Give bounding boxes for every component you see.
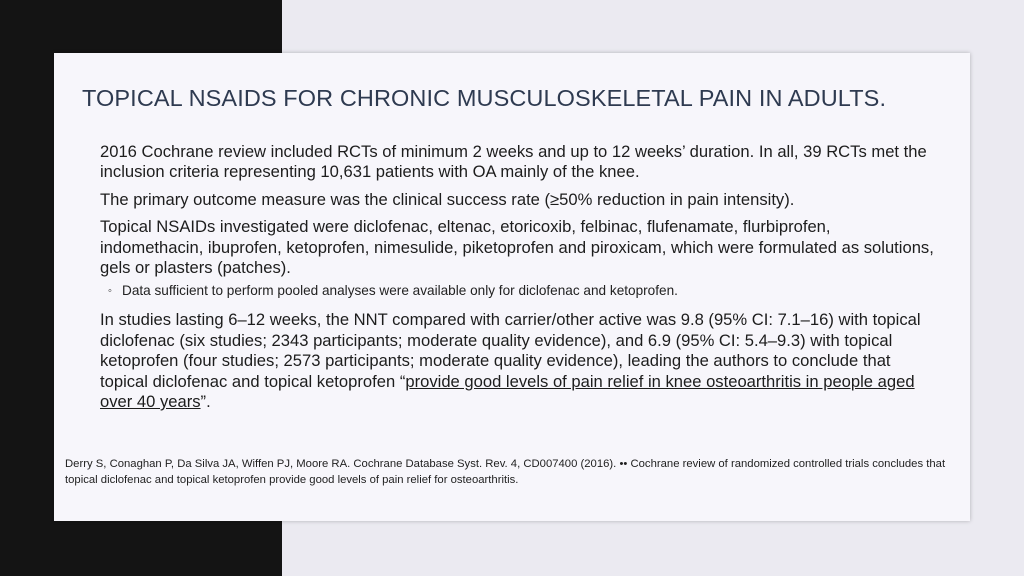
- close-quote: ”.: [200, 392, 211, 412]
- slide-title: TOPICAL NSAIDS FOR CHRONIC MUSCULOSKELETAL PAIN IN ADULTS.: [82, 85, 887, 111]
- slide-card: [54, 53, 970, 521]
- nnt-results-text: In studies lasting 6–12 weeks, the NNT compared with carrier/other active was 9.8 (95% CI: 7.1–16) with topical diclofenac (six studies; 2343 participants; moderate quality evidence), and 6.9 (95% CI: 5.4–9.3) with topical ketoprofen (four studies; 2573 participants; moderate quality evidence), leading the authors to conclude that topical diclofenac and topical ketoprofen: [100, 310, 921, 391]
- open-quote: “: [399, 371, 406, 391]
- paragraph-nnt-results: [100, 310, 938, 412]
- conclusion-quote-link[interactable]: provide good levels of pain relief in knee osteoarthritis in people aged over 40 years: [100, 371, 915, 412]
- sub-bullet-pooled-analyses: [100, 282, 938, 300]
- paragraph-primary-outcome: The primary outcome measure was the clinical success rate (≥50% reduction in pain intensity).: [100, 189, 795, 209]
- sub-bullet-text: Data sufficient to perform pooled analyses were available only for diclofenac and ketoprofen.: [122, 283, 678, 299]
- reference-citation: Derry S, Conaghan P, Da Silva JA, Wiffen PJ, Moore RA. Cochrane Database Syst. Rev. 4, CD007400 (2016). •• Cochrane review of randomized controlled trials concludes that topical diclofenac and topical ketoprofen provide good levels of pain relief for osteoarthritis.: [65, 458, 946, 486]
- paragraph-review-scope: 2016 Cochrane review included RCTs of minimum 2 weeks and up to 12 weeks’ duration. In all, 39 RCTs met the inclusion criteria representing 10,631 patients with OA mainly of the knee.: [100, 142, 927, 182]
- hollow-bullet-icon: ◦: [108, 285, 112, 298]
- paragraph-nsaids-investigated: Topical NSAIDs investigated were diclofenac, eltenac, etoricoxib, felbinac, flufenamate, flurbiprofen, indomethacin, ibuprofen, ketoprofen, nimesulide, piketoprofen and piroxicam, which were formulated as solutions, gels or plasters (patches).: [100, 217, 934, 278]
- slide-body: [100, 142, 938, 419]
